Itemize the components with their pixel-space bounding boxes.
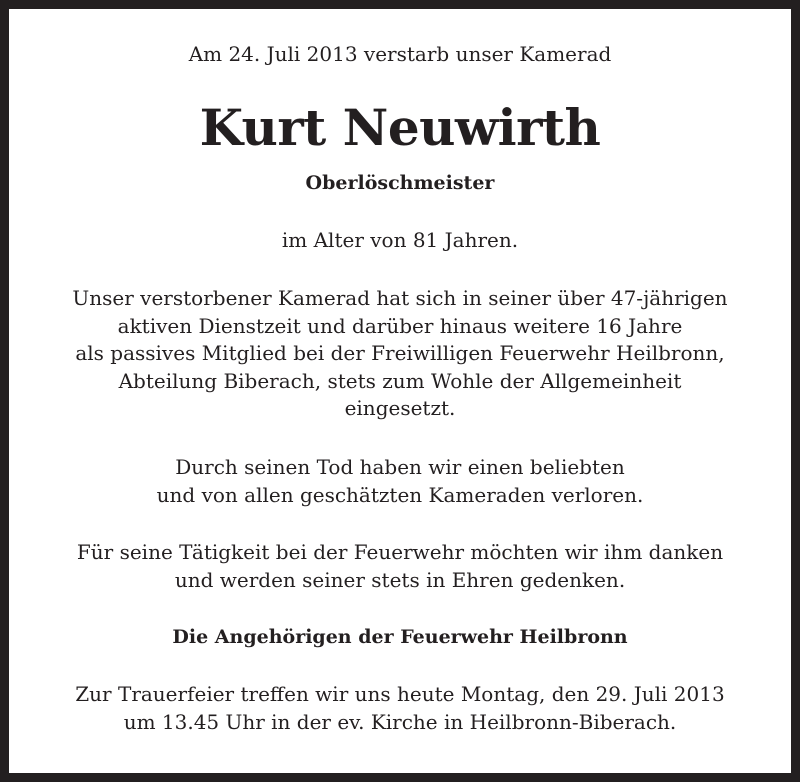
text-line: Unser verstorbener Kamerad hat sich in seiner über 47-jährigen bbox=[72, 286, 728, 310]
signature: Die Angehörigen der Feuerwehr Heilbronn bbox=[172, 626, 628, 648]
text-line: Durch seinen Tod haben wir einen beliebten bbox=[175, 455, 625, 479]
rank: Oberlöschmeister bbox=[305, 172, 495, 194]
text-line: um 13.45 Uhr in der ev. Kirche in Heilbronn-Biberach. bbox=[123, 709, 677, 734]
text-line: Abteilung Biberach, stets zum Wohle der Allgemeinheit bbox=[118, 368, 682, 393]
text-line: Für seine Tätigkeit bei der Feuerwehr möchten wir ihm danken bbox=[76, 540, 724, 564]
paragraph-service bbox=[9, 285, 791, 423]
deceased-name: Kurt Neuwirth bbox=[199, 98, 601, 157]
paragraph-loss bbox=[9, 454, 791, 509]
funeral-info bbox=[9, 681, 791, 736]
text-line: eingesetzt. bbox=[344, 396, 456, 420]
text-line: und werden seiner stets in Ehren gedenken. bbox=[174, 567, 626, 592]
text-line: Zur Trauerfeier treffen wir uns heute Montag, den 29. Juli 2013 bbox=[75, 682, 725, 706]
age-line: im Alter von 81 Jahren. bbox=[281, 228, 519, 252]
text-line: aktiven Dienstzeit und darüber hinaus weitere 16 Jahre bbox=[117, 313, 683, 338]
text-line: und von allen geschätzten Kameraden verloren. bbox=[156, 482, 644, 507]
text-line: als passives Mitglied bei der Freiwilligen Feuerwehr Heilbronn, bbox=[75, 341, 725, 365]
paragraph-thanks bbox=[9, 539, 791, 594]
intro-line: Am 24. Juli 2013 verstarb unser Kamerad bbox=[188, 42, 612, 66]
